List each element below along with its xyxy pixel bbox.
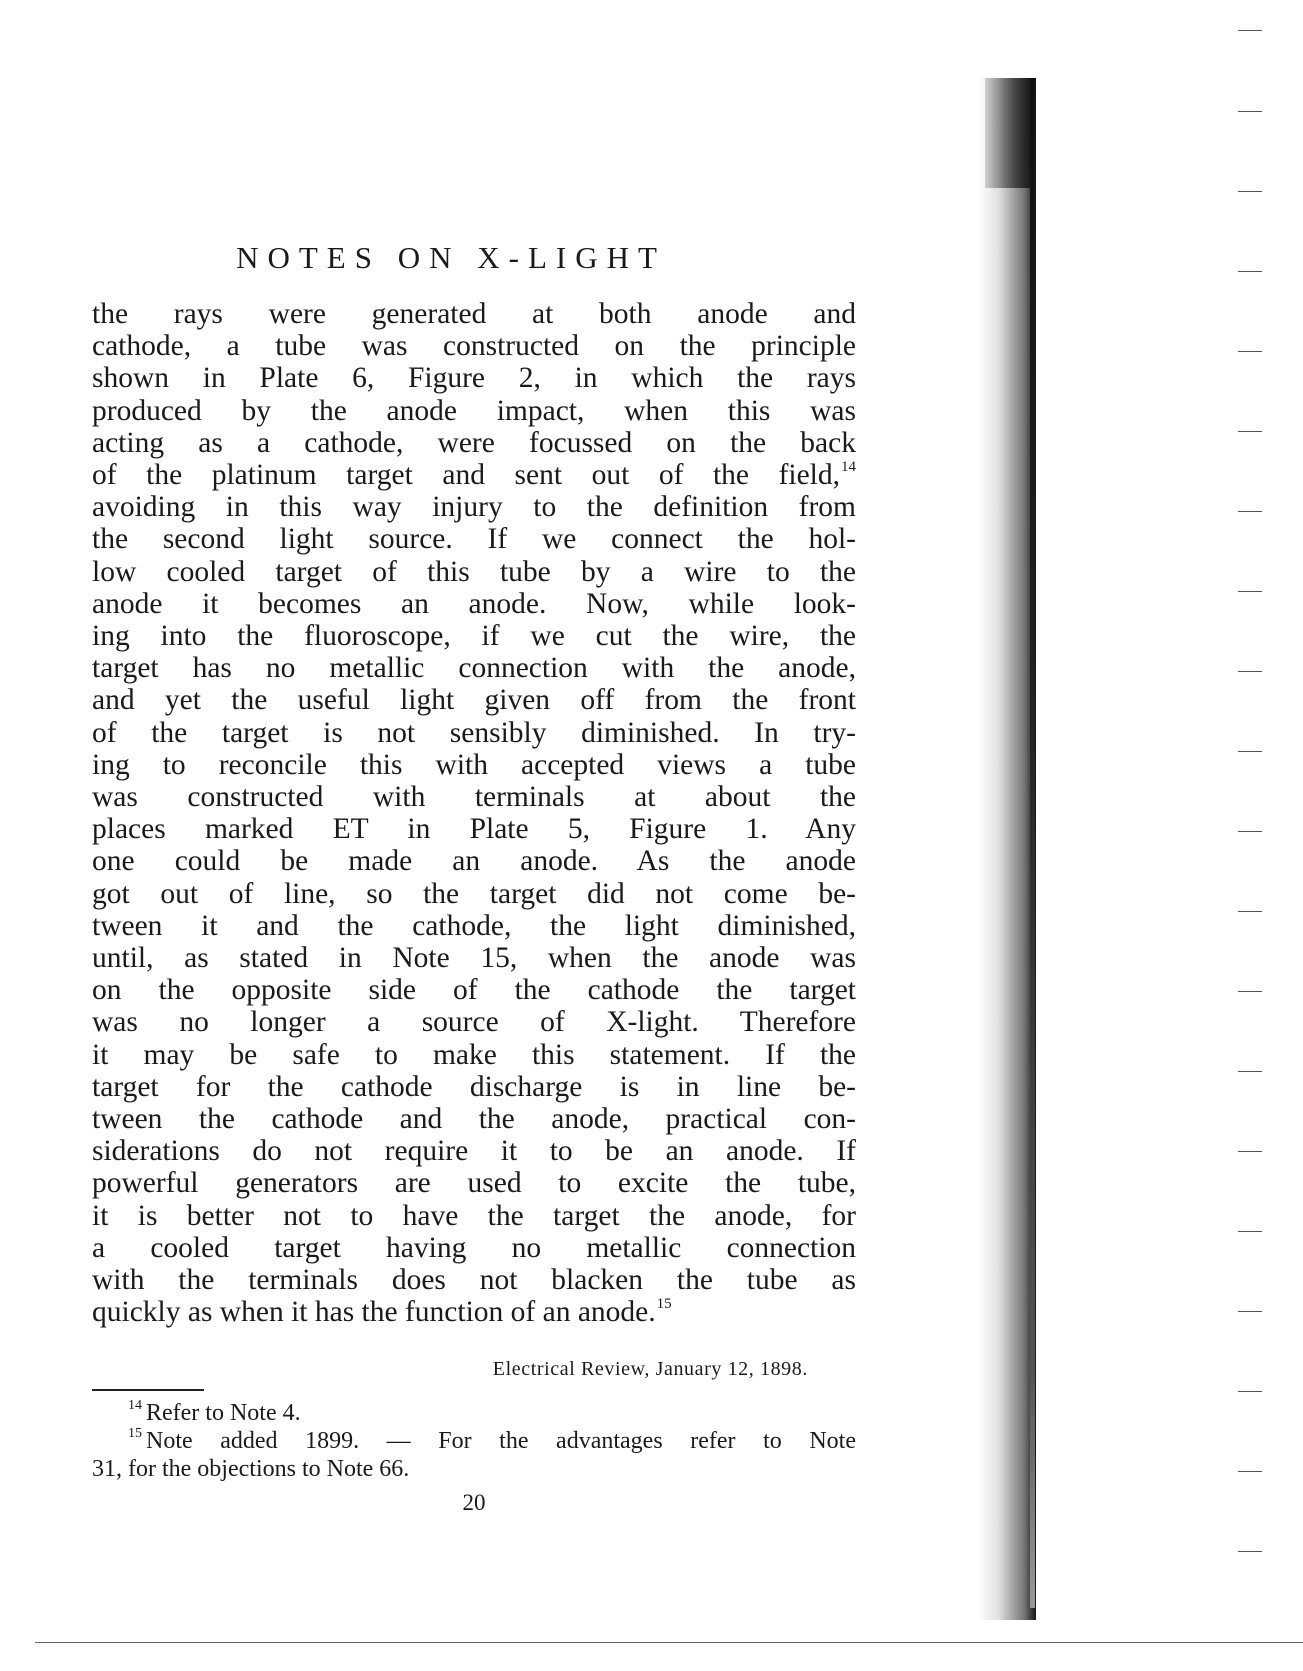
margin-tick (1238, 671, 1262, 672)
body-line: the rays were generated at both anode and (92, 298, 856, 330)
margin-tick (1238, 351, 1262, 352)
margin-tick (1238, 30, 1262, 31)
margin-tick (1238, 591, 1262, 592)
body-line-text: quickly as when it has the function of an anode. (92, 1296, 656, 1329)
footnote-text: Refer to Note 4. (146, 1400, 301, 1426)
body-line: was constructed with terminals at about the (92, 781, 856, 814)
body-line-with-note-ref (92, 1296, 856, 1328)
scan-bottom-edge (35, 1642, 1303, 1643)
margin-tick (1238, 1551, 1262, 1552)
footnote-mark: 15 (128, 1426, 142, 1441)
footnote-text: Note added 1899. — For the advantages refer to Note (146, 1428, 856, 1454)
body-line: was no longer a source of X-light. Therefore (92, 1006, 856, 1039)
body-line: it is better not to have the target the anode, for (92, 1199, 856, 1232)
page-number: 20 (462, 1490, 486, 1515)
footnote-14 (92, 1399, 856, 1427)
body-line: target has no metallic connection with the anode, (92, 652, 856, 685)
body-line: places marked ET in Plate 5, Figure 1. Any (92, 813, 856, 846)
body-line: until, as stated in Note 15, when the anode was (92, 942, 856, 975)
body-line: got out of line, so the target did not come be- (92, 877, 856, 910)
body-line: a cooled target having no metallic connection (92, 1231, 856, 1264)
body-line: anode it becomes an anode. Now, while look- (92, 587, 856, 620)
footnote-reference-15[interactable]: 15 (656, 1296, 672, 1313)
footnote-reference-14[interactable]: 14 (841, 459, 856, 476)
footnote-mark: 14 (128, 1398, 142, 1413)
margin-tick (1238, 1471, 1262, 1472)
body-line: of the target is not sensibly diminished. In try- (92, 716, 856, 749)
body-line: target for the cathode discharge is in line be- (92, 1070, 856, 1103)
body-line: ing into the fluoroscope, if we cut the wire, the (92, 620, 856, 653)
body-line: with the terminals does not blacken the tube as (92, 1264, 856, 1297)
margin-tick (1238, 1151, 1262, 1152)
body-line: siderations do not require it to be an anode. If (92, 1135, 856, 1168)
scan-gutter-edge (1030, 78, 1035, 1608)
margin-tick (1238, 751, 1262, 752)
body-line: tween it and the cathode, the light diminished, (92, 909, 856, 942)
body-line: on the opposite side of the cathode the target (92, 974, 856, 1007)
margin-tick (1238, 111, 1262, 112)
margin-tick (1238, 911, 1262, 912)
margin-tick (1238, 1231, 1262, 1232)
body-line: ing to reconcile this with accepted views a tube (92, 748, 856, 781)
scan-gutter-top-shadow (985, 78, 1035, 188)
footnotes (92, 1399, 856, 1483)
body-line: produced by the anode impact, when this was (92, 394, 856, 427)
body-line: low cooled target of this tube by a wire to the (92, 555, 856, 588)
body-line: it may be safe to make this statement. If the (92, 1038, 856, 1071)
margin-tick (1238, 1311, 1262, 1312)
page-title: NOTES ON X-LIGHT (236, 240, 666, 275)
body-line: one could be made an anode. As the anode (92, 845, 856, 878)
body-line-text: of the platinum target and sent out of the field, (92, 459, 840, 492)
body-line: and yet the useful light given off from the front (92, 684, 856, 717)
body-line: powerful generators are used to excite the tube, (92, 1167, 856, 1200)
margin-tick (1238, 991, 1262, 992)
body-paragraph (92, 298, 856, 1329)
body-line: cathode, a tube was constructed on the principle (92, 330, 856, 363)
body-line: acting as a cathode, were focussed on the back (92, 426, 856, 459)
margin-tick (1238, 191, 1262, 192)
scan-gutter-shadow (978, 78, 1036, 1620)
body-line: the second light source. If we connect the hol- (92, 523, 856, 556)
scan-margin-ticks (1238, 0, 1268, 1671)
body-line: shown in Plate 6, Figure 2, in which the rays (92, 362, 856, 395)
margin-tick (1238, 1391, 1262, 1392)
source-citation: Electrical Review, January 12, 1898. (492, 1358, 808, 1380)
body-line: avoiding in this way injury to the definition from (92, 491, 856, 524)
margin-tick (1238, 1071, 1262, 1072)
body-line: tween the cathode and the anode, practical con- (92, 1103, 856, 1136)
margin-tick (1238, 431, 1262, 432)
body-line-with-note-ref (92, 459, 856, 491)
footnote-15-continuation: 31, for the objections to Note 66. (92, 1456, 410, 1482)
margin-tick (1238, 831, 1262, 832)
footnote-15 (92, 1427, 856, 1455)
margin-tick (1238, 271, 1262, 272)
margin-tick (1238, 511, 1262, 512)
footnote-separator (92, 1389, 204, 1391)
